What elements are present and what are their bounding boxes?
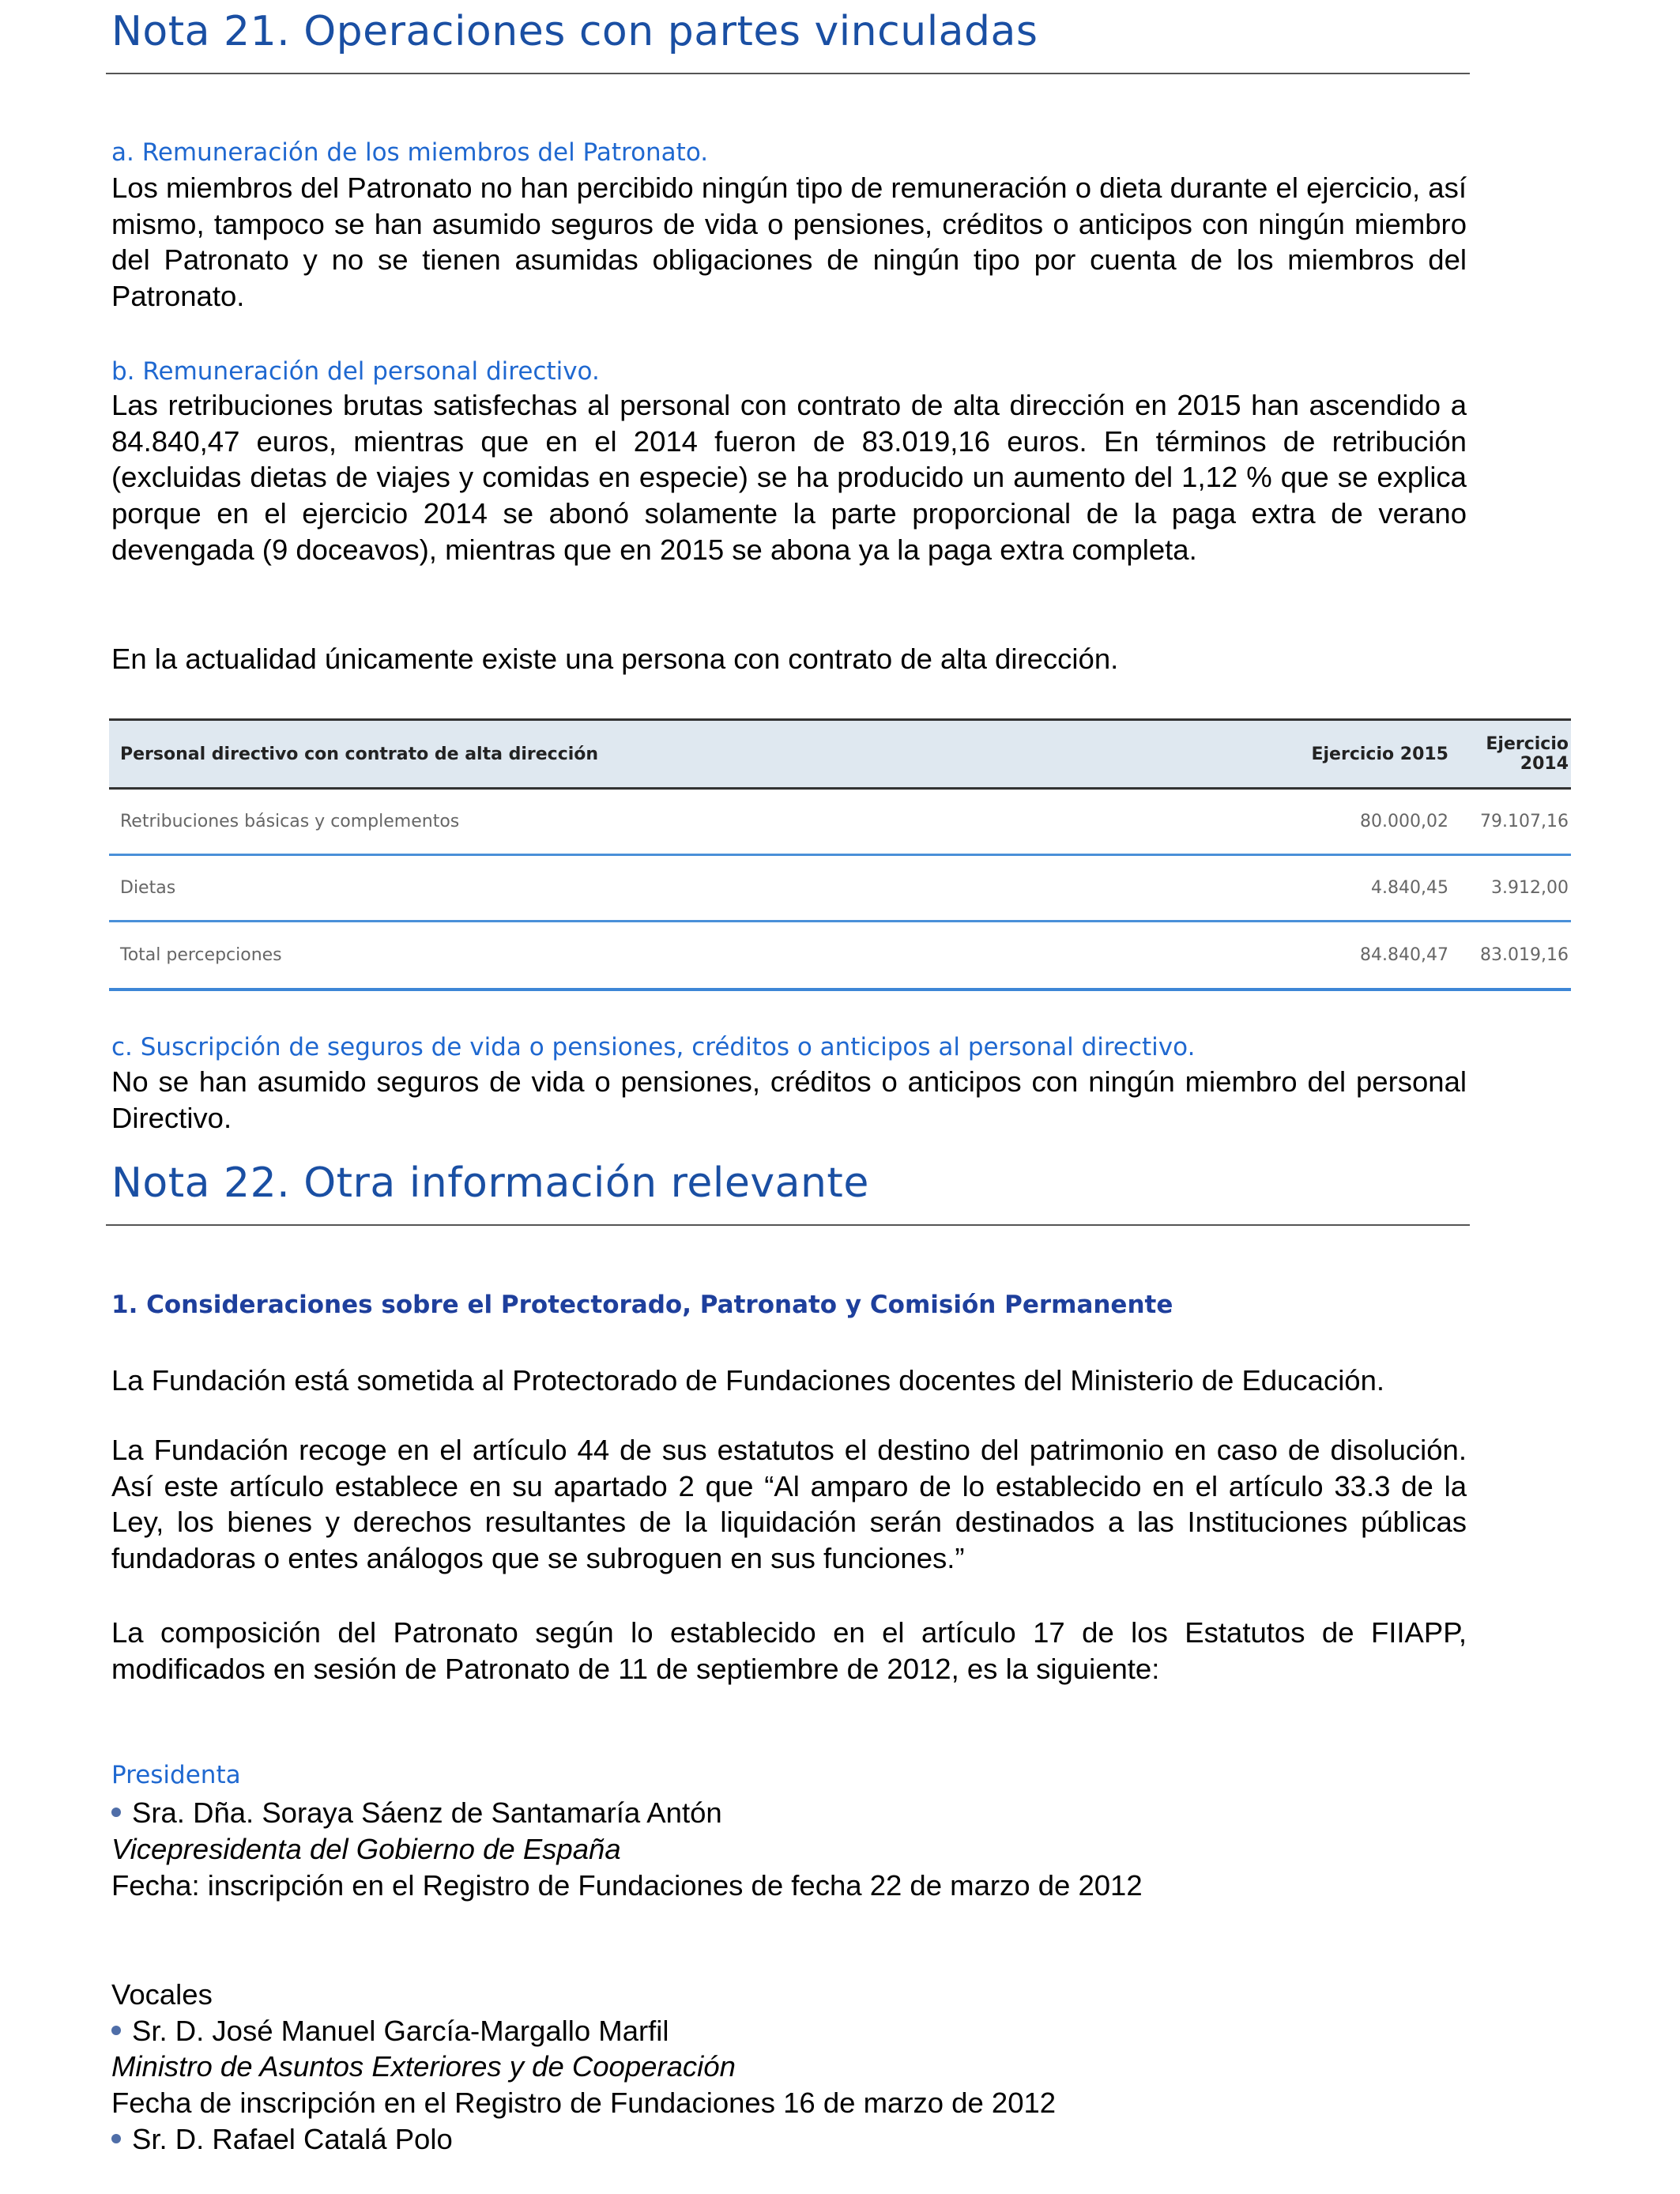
section-b-paragraph: Las retribuciones brutas satisfechas al personal con contrato de alta dirección en 2015 han ascendido a 84.840,47 euros, mientras que en el 2014 fueron de 83.019,16 euros. En términos de retribución (excluidas dietas de viajes y comidas en especie) se ha producido un aumento del 1,12 % que se explica porque en el ejercicio 2014 se abonó solamente la parte proporcional de la paga extra de verano devengada (9 doceavos), mientras que en 2015 se abona ya la paga extra completa. (111, 389, 1467, 566)
section-b-paragraph-2: En la actualidad únicamente existe una persona con contrato de alta dirección. (111, 643, 1119, 675)
vocal-item (111, 2013, 669, 2049)
title-divider (106, 1224, 1470, 1226)
presidenta-label: Presidenta (111, 1761, 241, 1789)
table-cell-2014: 79.107,16 (1480, 812, 1569, 831)
table-row (109, 790, 1571, 856)
table-cell-2015: 80.000,02 (1360, 812, 1448, 831)
section-a-heading: a. Remuneración de los miembros del Patronato. (111, 138, 709, 167)
vocal-1-role: Ministro de Asuntos Exteriores y de Cooperación (111, 2050, 736, 2083)
remuneration-table (109, 718, 1571, 991)
table-cell-concept: Total percepciones (120, 945, 282, 965)
table-cell-2015: 84.840,47 (1360, 945, 1448, 965)
section-c-heading: c. Suscripción de seguros de vida o pensiones, créditos o anticipos al personal directivo. (111, 1033, 1196, 1061)
table-cell-2014: 3.912,00 (1491, 878, 1569, 898)
table-cell-concept: Retribuciones básicas y complementos (120, 812, 460, 831)
vocal-1-name: Sr. D. José Manuel García-Margallo Marfil (132, 2015, 669, 2047)
table-row (109, 856, 1571, 922)
bullet-icon (111, 2026, 121, 2035)
title-divider (106, 73, 1470, 74)
table-cell-2015: 4.840,45 (1371, 878, 1448, 898)
presidenta-item (111, 1795, 722, 1831)
section-a-paragraph: Los miembros del Patronato no han percibido ningún tipo de remuneración o dieta durante el ejercicio, así mismo, tampoco se han asumido seguros de vida o pensiones, créditos o anticipos con ningún miembro del Patronato y no se tienen asumidas obligaciones de ningún tipo por cuenta de los miembros del Patronato. (111, 172, 1467, 313)
presidenta-role: Vicepresidenta del Gobierno de España (111, 1833, 621, 1865)
table-header-concept: Personal directivo con contrato de alta dirección (120, 744, 599, 764)
vocal-1-fecha: Fecha de inscripción en el Registro de Fundaciones 16 de marzo de 2012 (111, 2087, 1057, 2119)
paragraph-protectorado: La Fundación está sometida al Protectorado de Fundaciones docentes del Ministerio de Educación. (111, 1364, 1385, 1397)
table-header-2015: Ejercicio 2015 (1311, 744, 1448, 764)
table-header-2014: Ejercicio 2014 (1486, 734, 1569, 774)
nota-21-title: Nota 21. Operaciones con partes vinculadas (111, 8, 1038, 55)
section-1-heading: 1. Consideraciones sobre el Protectorado, Patronato y Comisión Permanente (111, 1291, 1173, 1319)
section-c-paragraph: No se han asumido seguros de vida o pensiones, créditos o anticipos con ningún miembro del personal Directivo. (111, 1065, 1467, 1134)
section-b-heading: b. Remuneración del personal directivo. (111, 357, 600, 386)
bullet-icon (111, 2134, 121, 2143)
vocal-item (111, 2121, 453, 2158)
vocales-label: Vocales (111, 1978, 213, 2011)
vocal-2-name: Sr. D. Rafael Catalá Polo (132, 2123, 453, 2155)
presidenta-fecha: Fecha: inscripción en el Registro de Fundaciones de fecha 22 de marzo de 2012 (111, 1869, 1143, 1902)
nota-22-title: Nota 22. Otra información relevante (111, 1159, 869, 1207)
bullet-icon (111, 1808, 121, 1817)
presidenta-name: Sra. Dña. Soraya Sáenz de Santamaría Antón (132, 1796, 722, 1829)
paragraph-estatutos: La Fundación recoge en el artículo 44 de sus estatutos el destino del patrimonio en caso de disolución. Así este artículo establece en su apartado 2 que “Al amparo de lo establecido en el artículo 33.3 de la Ley, los bienes y derechos resultantes de la liquidación serán destinados a las Instituciones públicas fundadoras o entes análogos que se subroguen en sus funciones.” (111, 1434, 1467, 1575)
table-cell-concept: Dietas (120, 878, 176, 898)
table-cell-2014: 83.019,16 (1480, 945, 1569, 965)
paragraph-composicion: La composición del Patronato según lo establecido en el artículo 17 de los Estatutos de FIIAPP, modificados en sesión de Patronato de 11 de septiembre de 2012, es la siguiente: (111, 1616, 1467, 1685)
table-row-total (109, 922, 1571, 991)
table-header-row (109, 721, 1571, 790)
